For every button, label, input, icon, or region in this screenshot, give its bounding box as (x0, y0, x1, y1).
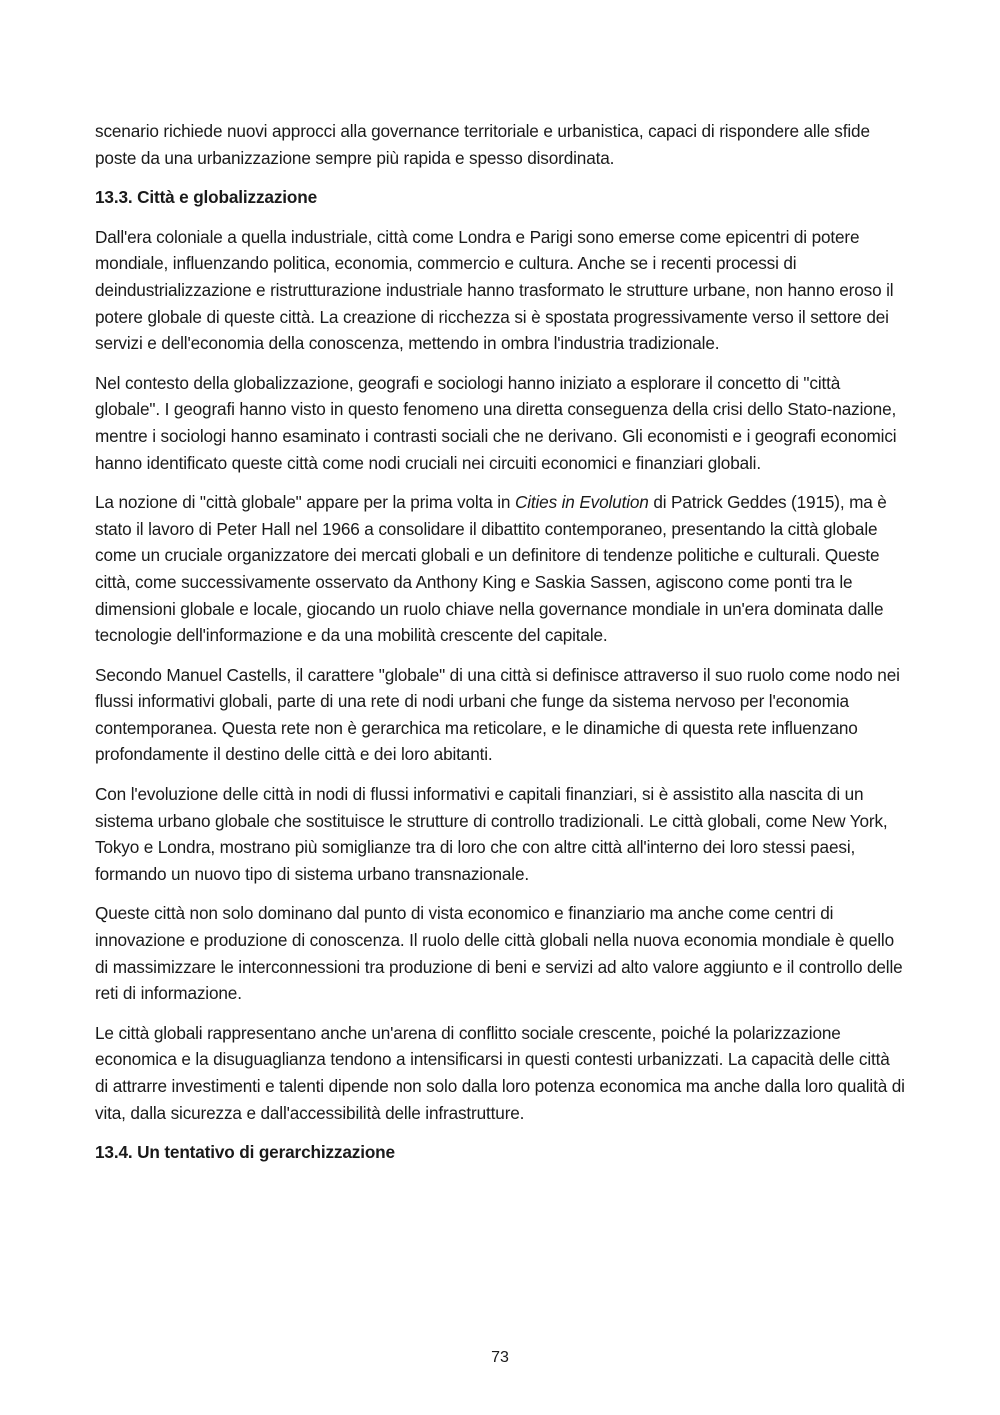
section-heading-13-3: 13.3. Città e globalizzazione (95, 187, 318, 208)
paragraph-global-city-notion (95, 489, 905, 649)
section-heading-13-4: 13.4. Un tentativo di gerarchizzazione (95, 1142, 395, 1163)
paragraph-text-before: La nozione di "città globale" appare per la prima volta in (95, 492, 515, 513)
paragraph-castells: Secondo Manuel Castells, il carattere "globale" di una città si definisce attraverso il suo ruolo come nodo nei flussi informativi globali, parte di una rete di nodi urbani che funge da sistema nervoso per l'economia contemporanea. Questa rete non è gerarchica ma reticolare, e le dinamiche di questa rete influenzano profondamente il destino delle città e dei loro abitanti. (95, 664, 900, 765)
paragraph-innovation-centers: Queste città non solo dominano dal punto di vista economico e finanziario ma anche come centri di innovazione e produzione di conoscenza. Il ruolo delle città globali nella nuova economia mondiale è quello di massimizzare le interconnessioni tra produzione di beni e servizi ad alto valore aggiunto e il controllo delle reti di informazione. (95, 903, 903, 1004)
book-title: Cities in Evolution (514, 492, 649, 513)
page-number: 73 (491, 1349, 509, 1366)
paragraph-intro: scenario richiede nuovi approcci alla governance territoriale e urbanistica, capaci di rispondere alle sfide poste da una urbanizzazione sempre più rapida e spesso disordinata. (95, 121, 870, 168)
paragraph-globalization-context: Nel contesto della globalizzazione, geografi e sociologi hanno iniziato a esplorare il concetto di "città globale". I geografi hanno visto in questo fenomeno una diretta conseguenza della crisi dello Stato-nazione, mentre i sociologi hanno esaminato i contrasti sociali che ne derivano. Gli economisti e i geografi economici hanno identificato queste città come nodi cruciali nei circuiti economici e finanziari globali. (95, 372, 897, 473)
document-body (95, 118, 905, 1179)
paragraph-social-conflict: Le città globali rappresentano anche un'arena di conflitto sociale crescente, poiché la polarizzazione economica e la disuguaglianza tendono a intensificarsi in questi contesti urbanizzati. La capacità delle città di attrarre investimenti e talenti dipende non solo dalla loro potenza economica ma anche dalla loro qualità di vita, dalla sicurezza e dall'accessibilità delle infrastrutture. (95, 1022, 905, 1123)
paragraph-urban-system: Con l'evoluzione delle città in nodi di flussi informativi e capitali finanziari, si è assistito alla nascita di un sistema urbano globale che sostituisce le strutture di controllo tradizionali. Le città globali, come New York, Tokyo e Londra, mostrano più somiglianze tra di loro che con altre città all'interno dei loro stessi paesi, formando un nuovo tipo di sistema urbano transnazionale. (95, 784, 888, 884)
paragraph-text-after: di Patrick Geddes (1915), ma è stato il lavoro di Peter Hall nel 1966 a consolidare il dibattito contemporaneo, presentando la città globale come un cruciale organizzatore dei mercati globali e un definitore di tendenze politiche e culturali. Queste città, come successivamente osservato da Anthony King e Saskia Sassen, agiscono come ponti tra le dimensioni globale e locale, giocando un ruolo chiave nella governance mondiale in un'era dominata dalle tecnologie dell'informazione e da una mobilità crescente del capitale. (95, 492, 887, 646)
paragraph-colonial-industrial: Dall'era coloniale a quella industriale, città come Londra e Parigi sono emerse come epicentri di potere mondiale, influenzando politica, economia, commercio e cultura. Anche se i recenti processi di deindustrializzazione e ristrutturazione industriale hanno trasformato le strutture urbane, non hanno eroso il potere globale di queste città. La creazione di ricchezza si è spostata progressivamente verso il settore dei servizi e dell'economia della conoscenza, mettendo in ombra l'industria tradizionale. (95, 226, 894, 354)
